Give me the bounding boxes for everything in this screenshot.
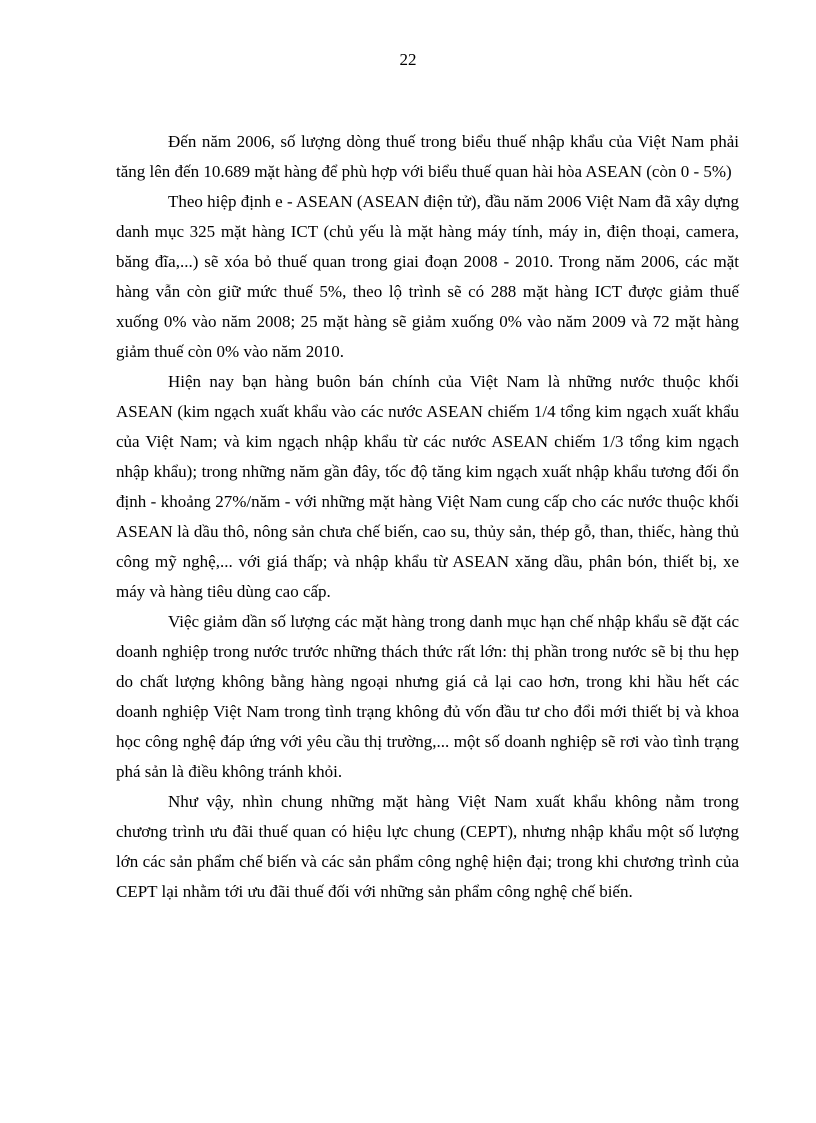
paragraph-e-asean-ict: Theo hiệp định e - ASEAN (ASEAN điện tử), đầu năm 2006 Việt Nam đã xây dựng danh mục 325 mặt hàng ICT (chủ yếu là mặt hàng máy tính, máy in, điện thoại, camera, băng đĩa,...) sẽ xóa bỏ thuế quan trong giai đoạn 2008 - 2010. Trong năm 2006, các mặt hàng vẫn còn giữ mức thuế 5%, theo lộ trình sẽ có 288 mặt hàng ICT được giảm thuế xuống 0% vào năm 2008; 25 mặt hàng sẽ giảm xuống 0% vào năm 2009 và 72 mặt hàng giảm thuế còn 0% vào năm 2010. bbox=[116, 192, 739, 361]
body-text bbox=[116, 127, 739, 907]
paragraph-cept-summary: Như vậy, nhìn chung những mặt hàng Việt Nam xuất khẩu không nằm trong chương trình ưu đãi thuế quan có hiệu lực chung (CEPT), nhưng nhập khẩu một số lượng lớn các sản phẩm chế biến và các sản phẩm công nghệ hiện đại; trong khi chương trình của CEPT lại nhằm tới ưu đãi thuế đối với những sản phẩm công nghệ chế biến. bbox=[116, 792, 739, 901]
paragraph-tariff-lines-2006: Đến năm 2006, số lượng dòng thuế trong biểu thuế nhập khẩu của Việt Nam phải tăng lên đến 10.689 mặt hàng để phù hợp với biểu thuế quan hài hòa ASEAN (còn 0 - 5%) bbox=[116, 132, 739, 181]
paragraph-import-restrictions: Việc giảm dần số lượng các mặt hàng trong danh mục hạn chế nhập khẩu sẽ đặt các doanh nghiệp trong nước trước những thách thức rất lớn: thị phần trong nước sẽ bị thu hẹp do chất lượng không bằng hàng ngoại nhưng giá cả lại cao hơn, trong khi hầu hết các doanh nghiệp Việt Nam trong tình trạng không đủ vốn đầu tư cho đổi mới thiết bị và khoa học công nghệ đáp ứng với yêu cầu thị trường,... một số doanh nghiệp sẽ rơi vào tình trạng phá sản là điều không tránh khỏi. bbox=[116, 612, 739, 781]
page-number: 22 bbox=[399, 50, 417, 69]
paragraph-trade-partners: Hiện nay bạn hàng buôn bán chính của Việt Nam là những nước thuộc khối ASEAN (kim ngạch xuất khẩu vào các nước ASEAN chiếm 1/4 tổng kim ngạch xuất khẩu của Việt Nam; và kim ngạch nhập khẩu từ các nước ASEAN chiếm 1/3 tổng kim ngạch nhập khẩu); trong những năm gần đây, tốc độ tăng kim ngạch xuất nhập khẩu tương đối ổn định - khoảng 27%/năm - với những mặt hàng Việt Nam cung cấp cho các nước thuộc khối ASEAN là dầu thô, nông sản chưa chế biến, cao su, thủy sản, thép gỗ, than, thiếc, hàng thủ công mỹ nghệ,... với giá thấp; và nhập khẩu từ ASEAN xăng dầu, phân bón, thiết bị, xe máy và hàng tiêu dùng cao cấp. bbox=[116, 372, 739, 601]
